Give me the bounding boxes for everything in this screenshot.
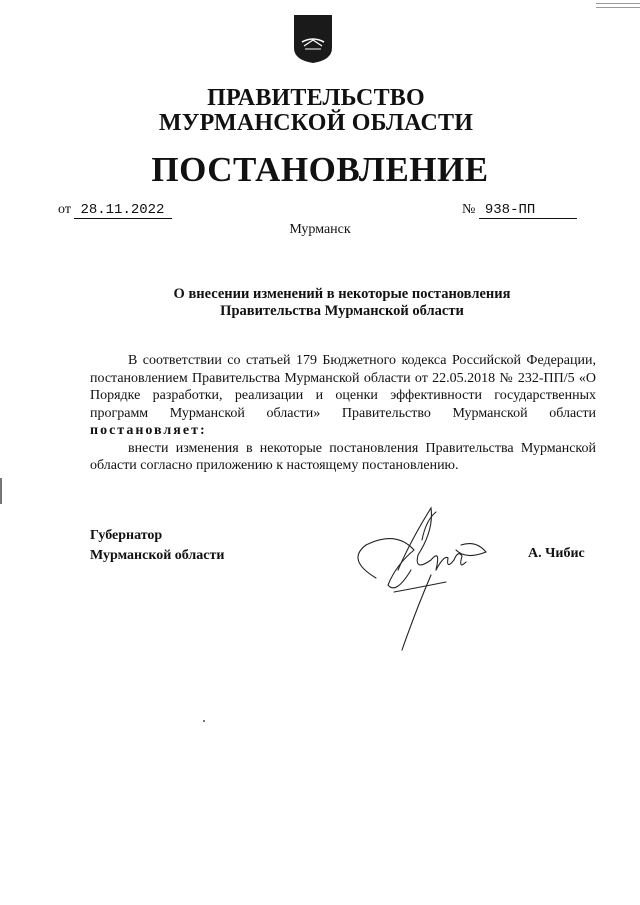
document-type-title: ПОСТАНОВЛЕНИЕ: [151, 150, 489, 189]
date-value: 28.11.2022: [74, 202, 172, 219]
organization-name-line2: МУРМАНСКОЙ ОБЛАСТИ: [158, 110, 474, 136]
city: Мурманск: [289, 222, 351, 237]
subject-line1: О внесении изменений в некоторые постановления: [173, 286, 511, 302]
handwritten-signature: [336, 500, 496, 655]
body-paragraph1: [90, 352, 596, 440]
document-number: [462, 202, 577, 219]
date-prefix: от: [58, 202, 71, 217]
number-prefix: №: [462, 202, 476, 217]
top-edge-marks: [596, 3, 640, 11]
position-line2: Мурманской области: [90, 548, 225, 563]
body-text: [90, 352, 596, 475]
organization-name-line1: ПРАВИТЕЛЬСТВО: [207, 85, 425, 111]
signatory-position: [90, 526, 224, 566]
coat-of-arms-emblem: [293, 14, 333, 64]
paragraph1-text: В соответствии со статьей 179 Бюджетного кодекса Российской Федерации, постановлением Правительства Мурманской области от 22.05.2018 № 232-ПП/5 «О Порядке разработки, реализации и оценки эффективности государственных программ Мурманской области» Правительство Мурманской области: [90, 353, 596, 421]
left-edge-mark: [0, 478, 2, 504]
signatory-name: А. Чибис: [528, 546, 585, 561]
subject-line2: Правительства Мурманской области: [220, 303, 464, 319]
position-line1: Губернатор: [90, 528, 163, 543]
document-date: [58, 202, 172, 219]
scan-dot: [203, 720, 205, 722]
resolves-word: постановляет:: [90, 423, 207, 438]
number-value: 938-ПП: [479, 202, 577, 219]
body-paragraph2: внести изменения в некоторые постановления Правительства Мурманской области согласно приложению к настоящему постановлению.: [90, 440, 596, 473]
